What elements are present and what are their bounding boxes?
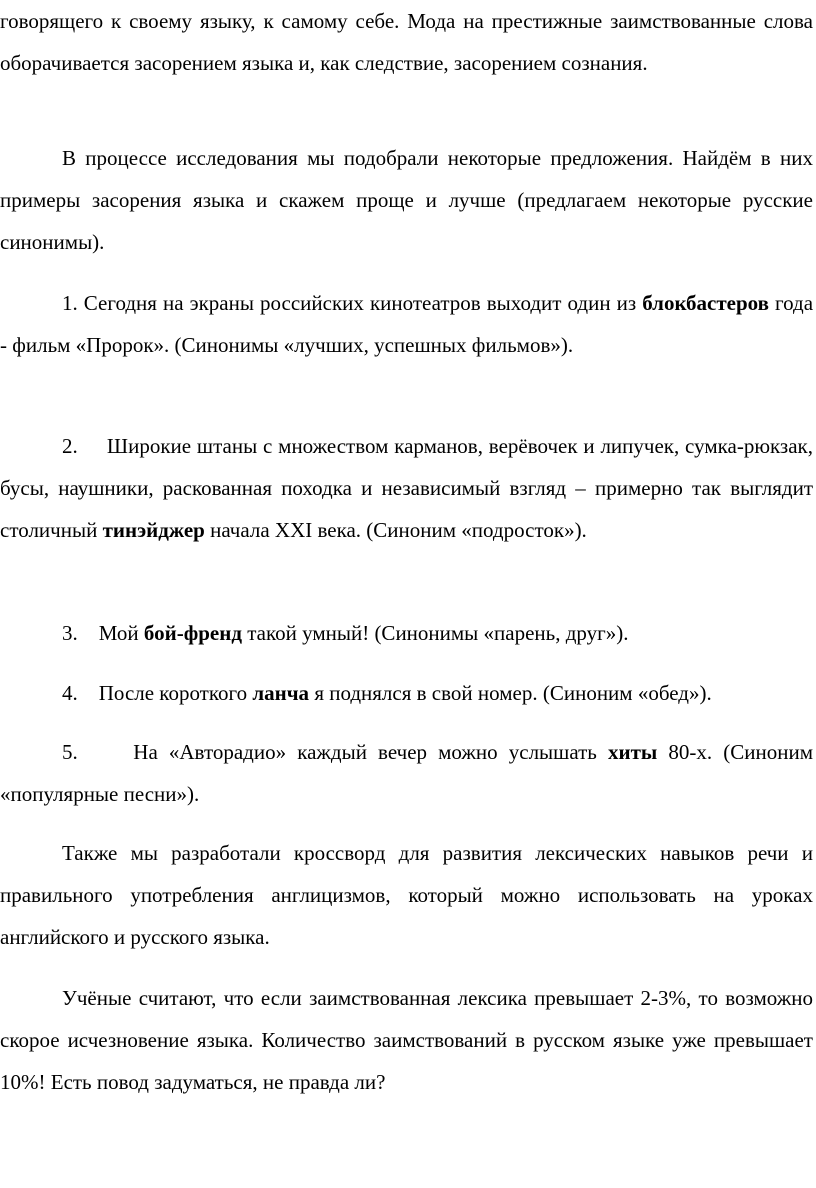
list-item-number: 5.: [62, 740, 78, 764]
list-item-text: После короткого: [98, 681, 253, 705]
list-item-3: [0, 612, 813, 654]
list-item-5: [0, 731, 813, 815]
paragraph-crossword: Также мы разработали кроссворд для развития лексических навыков речи и правильного употребления англицизмов, который можно использовать на уроках английского и русского языка.: [0, 841, 813, 949]
loanword-bold: хиты: [607, 740, 658, 764]
list-item-text: Широкие штаны с множеством карманов, верёвочек и липучек, сумка-рюкзак, бусы, наушники, раскованная походка и независимый взгляд – примерно так выглядит столичный: [0, 434, 813, 542]
loanword-bold: блокбастеров: [642, 291, 769, 315]
list-item-text: такой умный! (Синонимы «парень, друг»).: [241, 621, 629, 645]
paragraph-intro-continuation: говорящего к своему языку, к самому себе. Мода на престижные заимствованные слова оборачивается засорением языка и, как следствие, засорением сознания.: [0, 9, 813, 75]
list-item-number: 2.: [62, 434, 78, 458]
list-item-text: Сегодня на экраны российских кинотеатров выходит один из: [83, 291, 643, 315]
loanword-bold: ланча: [252, 681, 310, 705]
paragraph-conclusion: Учёные считают, что если заимствованная лексика превышает 2-3%, то возможно скорое исчезновение языка. Количество заимствований в русском языке уже превышает 10%! Есть повод задуматься, не правда ли?: [0, 986, 813, 1094]
list-item-number: 3.: [62, 621, 78, 645]
paragraph-research: В процессе исследования мы подобрали некоторые предложения. Найдём в них примеры засорения языка и скажем проще и лучше (предлагаем некоторые русские синонимы).: [0, 146, 813, 254]
loanword-bold: бой-френд: [143, 621, 242, 645]
list-item-text: я поднялся в свой номер. (Синоним «обед»).: [309, 681, 712, 705]
loanword-bold: тинэйджер: [102, 518, 205, 542]
list-item-text: 80-х. (Синоним «популярные песни»).: [0, 740, 813, 806]
list-item-1: [0, 282, 813, 366]
list-item-text: начала XXI века. (Синоним «подросток»).: [204, 518, 587, 542]
list-item-2: [0, 425, 813, 551]
list-item-number: 1.: [62, 291, 78, 315]
list-item-text: года - фильм «Пророк». (Синонимы «лучших, успешных фильмов»).: [0, 291, 814, 357]
list-item-text: На «Авторадио» каждый вечер можно услышать: [133, 740, 608, 764]
list-item-4: [0, 672, 813, 714]
list-item-number: 4.: [62, 681, 78, 705]
list-item-text: Мой: [98, 621, 144, 645]
